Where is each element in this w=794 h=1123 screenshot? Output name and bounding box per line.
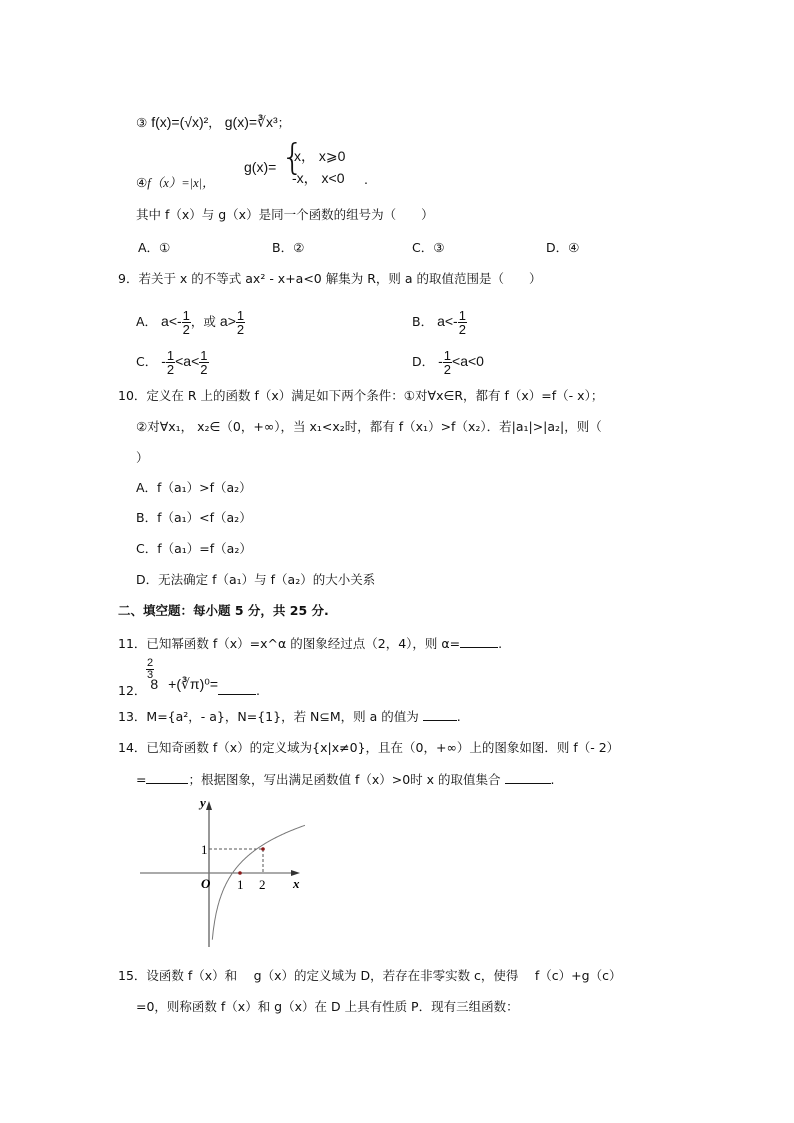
item-label: ③: [136, 115, 148, 130]
q15-line-2: =0，则称函数 f（x）和 g（x）在 D 上具有性质 P．现有三组函数：: [136, 999, 519, 1014]
q8-stem: 其中 f（x）与 g（x）是同一个函数的组号为（ ）: [136, 207, 434, 222]
q8-option-b[interactable]: B．②: [272, 240, 305, 255]
q9-option-c[interactable]: [136, 346, 209, 377]
fraction: [166, 349, 175, 376]
q8-option-a[interactable]: A．①: [138, 240, 171, 255]
y-axis-label: y: [200, 795, 206, 810]
math: a<-: [437, 313, 458, 329]
q9-stem: 9．若关于 x 的不等式 ax² - x+a<0 解集为 R，则 a 的取值范围是（ ）: [118, 271, 542, 286]
q8-option-c[interactable]: C．③: [412, 240, 445, 255]
fraction: [443, 349, 452, 376]
option-label: C．: [136, 354, 158, 369]
punct: .: [550, 772, 555, 787]
denominator: 2: [166, 362, 175, 377]
math: <a<0: [452, 353, 484, 369]
brace: {: [281, 137, 304, 178]
q13: [118, 708, 461, 725]
answer-blank-1[interactable]: [146, 771, 188, 784]
x-tick-1: 1: [237, 877, 244, 892]
formula-f: f（x）=|x|，: [147, 176, 215, 190]
denominator: 2: [182, 322, 190, 337]
q8-piecewise-g: [244, 137, 374, 188]
text: ；根据图象，写出满足函数值 f（x）>0时 x 的取值集合: [188, 772, 505, 787]
q12-number: 12．: [118, 683, 147, 698]
point-2-1: [261, 847, 265, 851]
exponent-fraction: [146, 658, 154, 681]
punct: ；: [277, 115, 291, 130]
q10-option-c[interactable]: C．f（a₁）=f（a₂）: [136, 541, 252, 556]
math: +(∛π)⁰=: [168, 676, 219, 692]
origin-label: O: [201, 876, 211, 891]
y-tick-1: 1: [201, 842, 208, 857]
answer-blank-2[interactable]: [505, 771, 551, 784]
math: -: [438, 353, 443, 369]
text: =: [136, 772, 147, 787]
math: a>: [219, 313, 236, 329]
separator: ，: [208, 115, 221, 130]
math: <a<: [175, 353, 200, 369]
text: ，或: [190, 314, 216, 329]
x-axis-label: x: [293, 876, 300, 891]
q9-option-a[interactable]: [136, 306, 245, 337]
q10-option-d[interactable]: D．无法确定 f（a₁）与 f（a₂）的大小关系: [136, 572, 376, 587]
numerator: 1: [458, 308, 466, 323]
numerator: 1: [182, 308, 190, 323]
punct: .: [498, 636, 503, 651]
fraction: [182, 309, 191, 336]
q8-option-d[interactable]: D．④: [546, 240, 580, 255]
q9-option-d[interactable]: [412, 346, 484, 377]
option-label: A．: [136, 314, 158, 329]
point-1-0: [238, 871, 242, 875]
item-label: ④: [136, 175, 148, 190]
x-tick-2: 2: [259, 877, 266, 892]
punct: .: [256, 683, 261, 698]
option-label: D．: [412, 354, 435, 369]
answer-blank[interactable]: [218, 682, 256, 695]
y-axis-arrow: [206, 801, 212, 810]
denominator: 2: [458, 322, 466, 337]
q10-option-b[interactable]: B．f（a₁）<f（a₂）: [136, 510, 252, 525]
q9-option-b[interactable]: [412, 306, 467, 337]
q14-line-1: 14．已知奇函数 f（x）的定义域为{x|x≠0}，且在（0，+∞）上的图象如图．则 f（- 2）: [118, 740, 620, 755]
q8-item4: [136, 175, 215, 191]
q15-line-1: 15．设函数 f（x）和 g（x）的定义域为 D，若存在非零实数 c，使得 f（c）+g（c）: [118, 968, 622, 983]
answer-blank[interactable]: [460, 635, 498, 648]
formula-f: f(x)=(√x)²: [151, 114, 209, 130]
formula-g: g(x)=: [244, 159, 277, 175]
fraction: [199, 349, 208, 376]
q10-option-a[interactable]: A．f（a₁）>f（a₂）: [136, 480, 252, 495]
section-heading: 二、填空题：每小题 5 分，共 25 分.: [118, 603, 329, 618]
base: 8: [150, 676, 159, 692]
q12: [118, 657, 261, 699]
option-label: B．: [412, 314, 434, 329]
numerator: 1: [443, 348, 452, 363]
answer-blank[interactable]: [423, 708, 457, 721]
denominator: 2: [200, 362, 208, 377]
formula-g: g(x)=∛x³: [224, 114, 278, 130]
numerator: 1: [236, 308, 245, 323]
denominator: 3: [147, 669, 154, 681]
q14-line-2: [136, 771, 555, 788]
q10-line-2: ②对∀x₁， x₂∈（0，+∞），当 x₁<x₂时，都有 f（x₁）>f（x₂）．若|a₁|>|a₂|，则（: [136, 419, 602, 434]
q11: [118, 635, 502, 652]
fraction: [458, 309, 467, 336]
function-graph: [130, 795, 320, 955]
q10-line-3: ）: [136, 450, 149, 465]
q8-item3: [136, 114, 290, 131]
denominator: 2: [236, 322, 245, 337]
fraction: [236, 309, 245, 336]
q10-line-1: 10．定义在 R 上的函数 f（x）满足如下两个条件：①对∀x∈R，都有 f（x）=f（- x）；: [118, 388, 604, 403]
numerator: 1: [200, 348, 208, 363]
numerator: 1: [166, 348, 175, 363]
punct: .: [364, 172, 368, 187]
denominator: 2: [443, 362, 452, 377]
case-1: x， x⩾0: [294, 148, 346, 164]
q13-text: 13．M={a²，- a}，N={1}，若 N⊆M，则 a 的值为: [118, 709, 423, 724]
numerator: 2: [147, 657, 154, 669]
math: a<-: [161, 313, 182, 329]
math: -: [161, 353, 166, 369]
punct: .: [456, 709, 461, 724]
case-2: -x， x<0: [292, 170, 345, 186]
q11-text: 11．已知幂函数 f（x）=x^α 的图象经过点（2，4），则 α=: [118, 636, 461, 651]
